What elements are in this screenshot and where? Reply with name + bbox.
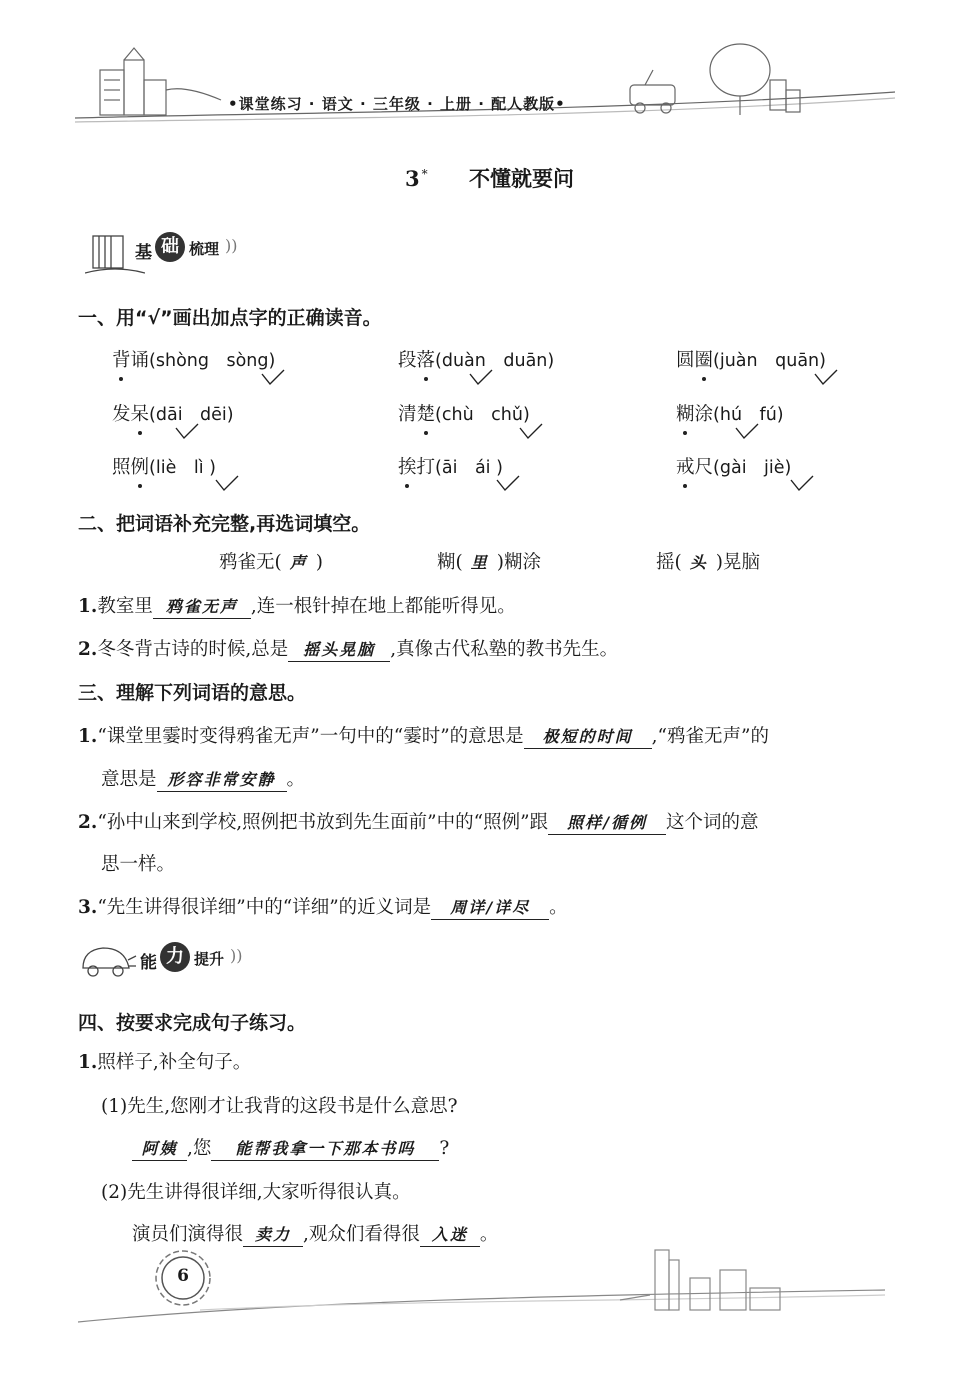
section2-heading: 二、把词语补充完整,再选词填空。 [78, 513, 371, 535]
pinyin-item: 挨打(āi ái ) [398, 453, 503, 479]
answer-blank[interactable]: 能帮我拿一下那本书吗 [211, 1138, 439, 1161]
fill-word-3: 摇( 头 )晃脑 [656, 552, 760, 573]
badge-basic-part2: 础 [155, 232, 185, 262]
answer-blank[interactable]: 周详/详尽 [431, 897, 549, 920]
pinyin-item: 戒尺(gài jiè) [676, 453, 791, 479]
answer-blank[interactable]: 摇头晃脑 [288, 639, 390, 662]
page-number: 6 [177, 1266, 189, 1286]
footer-decoration [0, 1240, 979, 1374]
pinyin-item: 圆圈(juàn quān) [676, 346, 826, 372]
answer-blank[interactable]: 照样/循例 [548, 812, 666, 835]
pinyin-item: 照例(liè lì ) [112, 453, 216, 479]
section2-question-1: 1.教室里 鸦雀无声 ,连一根针掉在地上都能听得见。 [78, 596, 516, 617]
answer-blank[interactable]: 卖力 [243, 1224, 303, 1247]
example-1-label: (1)先生,您刚才让我背的这段书是什么意思? [101, 1096, 458, 1117]
pinyin-item: 段落(duàn duān) [398, 346, 554, 372]
fill-word-2: 糊( 里 )糊涂 [437, 552, 541, 573]
pinyin-item: 背诵(shòng sòng) [112, 346, 275, 372]
check-icon [791, 476, 813, 490]
example-1-answer: 阿姨 ,您 能帮我拿一下那本书吗 ? [132, 1134, 449, 1161]
lesson-title: 不懂就要问 [468, 166, 574, 191]
pinyin-item: 清楚(chù chǔ) [398, 400, 530, 426]
pinyin-item: 糊涂(hú fú) [676, 400, 784, 426]
badge-ability-part3: 提升 [194, 950, 225, 968]
section3-question-2-line2: 思一样。 [101, 854, 176, 875]
answer-blank[interactable]: 极短的时间 [524, 726, 652, 749]
section3-question-1-line2: 意思是 形容非常安静 。 [101, 769, 306, 790]
pinyin-item: 发呆(dāi dēi) [112, 400, 234, 426]
answer-blank[interactable]: 入迷 [420, 1224, 480, 1247]
check-icon [815, 370, 837, 384]
section4-heading: 四、按要求完成句子练习。 [78, 1012, 307, 1034]
check-icon [470, 370, 492, 384]
answer-blank[interactable]: 鸦雀无声 [153, 596, 251, 619]
section1-heading: 一、用“√”画出加点字的正确读音。 [78, 307, 382, 329]
answer-blank[interactable]: 阿姨 [132, 1138, 187, 1161]
ability-section-badge [78, 938, 278, 988]
badge-basic-part1: 基 [135, 243, 152, 263]
check-icon [262, 370, 284, 384]
check-icon [497, 476, 519, 490]
badge-ability-part1: 能 [140, 953, 157, 973]
check-icon [736, 424, 758, 438]
answer-blank[interactable]: 形容非常安静 [157, 769, 287, 792]
section2-question-2: 2.冬冬背古诗的时候,总是 摇头晃脑 ,真像古代私塾的教书先生。 [78, 639, 619, 660]
car-icon [78, 938, 138, 983]
badge-basic-part3: 梳理 [189, 240, 220, 258]
check-icon [176, 424, 198, 438]
section3-question-1: 1.“课堂里霎时变得鸦雀无声”一句中的“霎时”的意思是 极短的时间 ,“鸦雀无声”的 [78, 726, 769, 747]
lesson-mark: * [421, 167, 428, 181]
section3-heading: 三、理解下列词语的意思。 [78, 682, 307, 704]
example-2-label: (2)先生讲得很详细,大家听得很认真。 [101, 1182, 411, 1203]
section3-question-3: 3.“先生讲得很详细”中的“详细”的近义词是 周详/详尽 。 [78, 897, 568, 918]
checkmark-layer [0, 0, 979, 520]
sound-waves-icon: )) [225, 236, 238, 255]
check-icon [216, 476, 238, 490]
section4-question-1: 1.照样子,补全句子。 [78, 1052, 252, 1073]
check-icon [520, 424, 542, 438]
fill-word-1: 鸦雀无( 声 ) [219, 552, 323, 573]
lesson-number: 3 [405, 166, 420, 191]
badge-ability-part2: 力 [160, 942, 190, 972]
series-title: •课堂练习 · 语文 · 三年级 · 上册 · 配人教版• [228, 95, 566, 113]
sound-waves-icon: )) [230, 946, 243, 965]
example-2-answer: 演员们演得很 卖力 ,观众们看得很 入迷 。 [132, 1224, 499, 1245]
section3-question-2: 2.“孙中山来到学校,照例把书放到先生面前”中的“照例”跟 照样/循例 这个词的意 [78, 812, 759, 833]
